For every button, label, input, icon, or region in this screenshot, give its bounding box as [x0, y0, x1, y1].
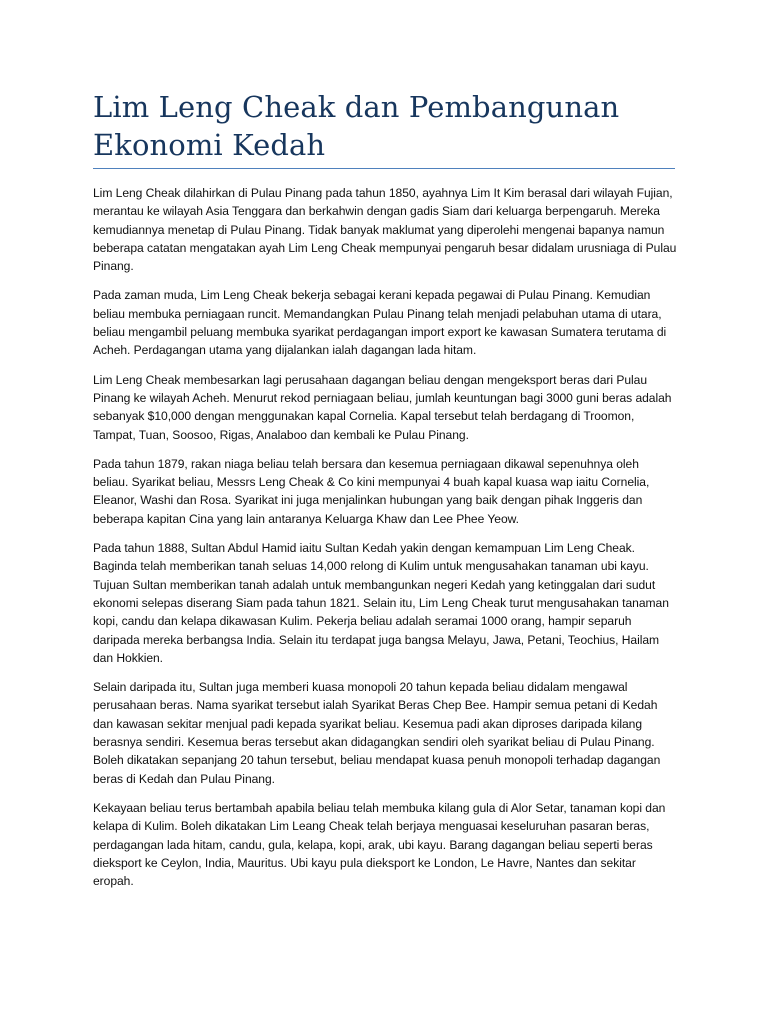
document-page	[93, 88, 677, 901]
document-title: Lim Leng Cheak dan Pembangunan Ekonomi Kedah	[93, 90, 620, 162]
paragraph-3: Lim Leng Cheak membesarkan lagi perusahaan dagangan beliau dengan mengeksport beras dari Pulau Pinang ke wilayah Acheh. Menurut rekod perniagaan beliau, jumlah keuntungan bagi 3000 guni beras adalah sebanyak $10,000 dengan menggunakan kapal Cornelia. Kapal tersebut telah berdagang di Troomon, Tampat, Tuan, Soosoo, Rigas, Analaboo dan kembali ke Pulau Pinang.	[93, 372, 672, 442]
title-divider	[93, 168, 675, 169]
paragraph-7: Kekayaan beliau terus bertambah apabila beliau telah membuka kilang gula di Alor Setar, tanaman kopi dan kelapa di Kulim. Boleh dikatakan Lim Leang Cheak telah berjaya menguasai keseluruhan pasaran beras, perdagangan lada hitam, candu, gula, kelapa, kopi, arak, ubi kayu. Barang dagangan beliau seperti beras dieksport ke Ceylon, India, Mauritus. Ubi kayu pula dieksport ke London, Le Havre, Nantes dan sekitar eropah.	[93, 800, 666, 889]
paragraph-6: Selain daripada itu, Sultan juga memberi kuasa monopoli 20 tahun kepada beliau didalam mengawal perusahaan beras. Nama syarikat tersebut ialah Syarikat Beras Chep Bee. Hampir semua petani di Kedah dan kawasan sekitar menjual padi kepada syarikat beliau. Kesemua padi akan diproses daripada kilang berasnya sendiri. Kesemua beras tersebut akan didagangkan sendiri oleh syarikat beliau di Pulau Pinang. Boleh dikatakan sepanjang 20 tahun tersebut, beliau mendapat kuasa penuh monopoli terhadap dagangan beras di Kedah dan Pulau Pinang.	[93, 680, 661, 786]
paragraph-2: Pada zaman muda, Lim Leng Cheak bekerja sebagai kerani kepada pegawai di Pulau Pinang. Kemudian beliau membuka perniagaan runcit. Memandangkan Pulau Pinang telah menjadi pelabuhan utama di utara, beliau mengambil peluang membuka syarikat perdagangan import export ke kawasan Sumatera terutama di Acheh. Perdagangan utama yang dijalankan ialah dagangan lada hitam.	[93, 288, 667, 358]
paragraph-4: Pada tahun 1879, rakan niaga beliau telah bersara dan kesemua perniagaan dikawal sepenuhnya oleh beliau. Syarikat beliau, Messrs Leng Cheak & Co kini mempunyai 4 buah kapal kuasa wap iaitu Cornelia, Eleanor, Washi dan Rosa. Syarikat ini juga menjalinkan hubungan yang baik dengan pihak Inggeris dan beberapa kapitan Cina yang lain antaranya Keluarga Khaw dan Lee Phee Yeow.	[93, 456, 650, 526]
paragraph-1: Lim Leng Cheak dilahirkan di Pulau Pinang pada tahun 1850, ayahnya Lim It Kim berasal dari wilayah Fujian, merantau ke wilayah Asia Tenggara dan berkahwin dengan gadis Siam dari keluarga berpengaruh. Mereka kemudiannya menetap di Pulau Pinang. Tidak banyak maklumat yang diperolehi mengenai bapanya namun beberapa catatan mengatakan ayah Lim Leng Cheak mempunyai pengaruh besar didalam urusniaga di Pulau Pinang.	[93, 186, 677, 274]
paragraph-5: Pada tahun 1888, Sultan Abdul Hamid iaitu Sultan Kedah yakin dengan kemampuan Lim Leng Cheak. Baginda telah memberikan tanah seluas 14,000 relong di Kulim untuk mengusahakan tanaman ubi kayu. Tujuan Sultan memberikan tanah adalah untuk membangunkan negeri Kedah yang ketinggalan dari sudut ekonomi selepas diserang Siam pada tahun 1821. Selain itu, Lim Leng Cheak turut mengusahakan tanaman kopi, candu dan kelapa dikawasan Kulim. Pekerja beliau adalah seramai 1000 orang, hampir separuh daripada mereka berbangsa India. Selain itu terdapat juga bangsa Melayu, Jawa, Petani, Teochius, Hailam dan Hokkien.	[93, 541, 669, 665]
